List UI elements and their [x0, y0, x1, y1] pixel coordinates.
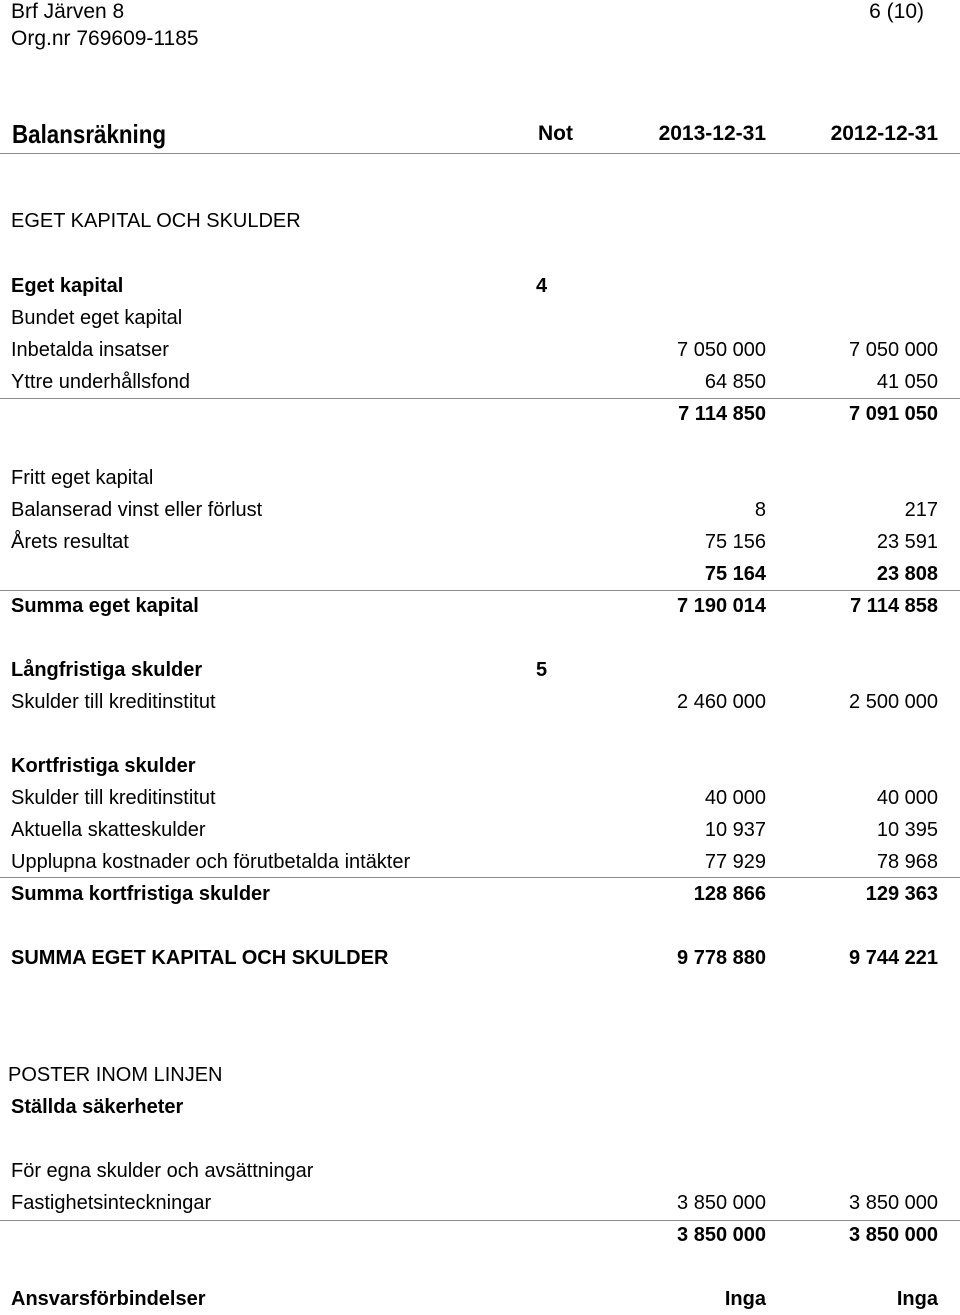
- row-label: Upplupna kostnader och förutbetalda intäkter: [11, 851, 411, 873]
- row-value-2013: 128 866: [693, 883, 766, 905]
- row-label: Eget kapital: [11, 275, 124, 297]
- row-label: Fritt eget kapital: [11, 467, 154, 489]
- table-row: [0, 528, 960, 556]
- row-value-2013: 10 937: [704, 819, 766, 841]
- row-value-2013: 7 050 000: [677, 339, 766, 361]
- col-note-header: Not: [538, 122, 573, 145]
- row-note: 5: [536, 659, 548, 681]
- row-label: Skulder till kreditinstitut: [11, 787, 216, 809]
- row-value-2013: 2 460 000: [677, 691, 766, 713]
- row-label: Skulder till kreditinstitut: [11, 691, 216, 713]
- row-value-2012: 41 050: [876, 371, 938, 393]
- table-row: [0, 272, 960, 300]
- row-label: Kortfristiga skulder: [11, 755, 196, 777]
- table-row: [0, 304, 960, 332]
- row-value-2013: 75 156: [704, 531, 766, 553]
- row-value-2013: Inga: [724, 1288, 766, 1310]
- row-label: Aktuella skatteskulder: [11, 819, 206, 841]
- row-label: Summa eget kapital: [11, 595, 199, 617]
- table-row: [0, 944, 960, 972]
- table-row: [0, 784, 960, 812]
- row-value-2012: 2 500 000: [849, 691, 938, 713]
- header-rule: [0, 153, 960, 154]
- table-row: [0, 880, 960, 908]
- table-row: [0, 848, 960, 876]
- row-label: Inbetalda insatser: [11, 339, 169, 361]
- row-value-2013: 7 190 014: [677, 595, 766, 617]
- row-value-2013: 3 850 000: [677, 1224, 766, 1246]
- table-row: [0, 464, 960, 492]
- row-label: POSTER INOM LINJEN: [8, 1064, 223, 1086]
- table-row: [0, 400, 960, 428]
- table-row: [0, 752, 960, 780]
- row-value-2012: 10 395: [876, 819, 938, 841]
- table-row: [0, 1221, 960, 1249]
- table-row: [0, 656, 960, 684]
- row-label: Fastighetsinteckningar: [11, 1192, 212, 1214]
- row-value-2013: 3 850 000: [677, 1192, 766, 1214]
- row-value-2013: 8: [754, 499, 766, 521]
- table-row: [0, 816, 960, 844]
- subtotal-rule: [0, 877, 960, 878]
- table-row: [0, 1285, 960, 1313]
- row-value-2013: 77 929: [704, 851, 766, 873]
- row-label: Årets resultat: [11, 531, 129, 553]
- table-row: [0, 207, 960, 235]
- table-row: [0, 496, 960, 524]
- col-current-header: 2013-12-31: [658, 122, 766, 145]
- page-number: 6 (10): [869, 0, 924, 23]
- row-value-2012: 23 808: [876, 563, 938, 585]
- org-name: Brf Järven 8: [11, 0, 125, 23]
- row-value-2012: 23 591: [876, 531, 938, 553]
- subtotal-rule: [0, 398, 960, 399]
- table-row: [0, 1157, 960, 1185]
- row-label: Bundet eget kapital: [11, 307, 183, 329]
- row-value-2013: 40 000: [704, 787, 766, 809]
- table-row: [0, 1189, 960, 1217]
- row-label: Långfristiga skulder: [11, 659, 203, 681]
- table-row: [0, 368, 960, 396]
- row-label: Yttre underhållsfond: [11, 371, 191, 393]
- table-row: [0, 1093, 960, 1121]
- table-row: [0, 688, 960, 716]
- row-value-2012: 9 744 221: [849, 947, 938, 969]
- row-label: EGET KAPITAL OCH SKULDER: [11, 210, 301, 232]
- row-note: 4: [536, 275, 548, 297]
- row-value-2013: 9 778 880: [677, 947, 766, 969]
- row-label: SUMMA EGET KAPITAL OCH SKULDER: [11, 947, 389, 969]
- table-row: [0, 560, 960, 588]
- row-label: Ställda säkerheter: [11, 1096, 184, 1118]
- row-value-2012: 3 850 000: [849, 1192, 938, 1214]
- row-value-2012: 7 114 858: [850, 595, 938, 617]
- page-title: Balansräkning: [12, 119, 167, 149]
- table-row: [0, 336, 960, 364]
- table-row: [0, 1061, 960, 1089]
- row-label: Ansvarsförbindelser: [11, 1288, 206, 1310]
- row-value-2013: 7 114 850: [678, 403, 766, 425]
- row-label: Balanserad vinst eller förlust: [11, 499, 263, 521]
- org-number: Org.nr 769609-1185: [11, 27, 199, 50]
- row-value-2012: 3 850 000: [849, 1224, 938, 1246]
- row-value-2012: 7 091 050: [849, 403, 938, 425]
- row-value-2012: 40 000: [876, 787, 938, 809]
- col-previous-header: 2012-12-31: [830, 122, 938, 145]
- row-value-2013: 75 164: [704, 563, 766, 585]
- row-label: Summa kortfristiga skulder: [11, 883, 270, 905]
- row-value-2012: 129 363: [865, 883, 938, 905]
- row-label: För egna skulder och avsättningar: [11, 1160, 314, 1182]
- row-value-2012: 78 968: [876, 851, 938, 873]
- row-value-2012: 217: [904, 499, 938, 521]
- subtotal-rule: [0, 590, 960, 591]
- row-value-2012: Inga: [896, 1288, 938, 1310]
- row-value-2013: 64 850: [704, 371, 766, 393]
- table-row: [0, 592, 960, 620]
- row-value-2012: 7 050 000: [849, 339, 938, 361]
